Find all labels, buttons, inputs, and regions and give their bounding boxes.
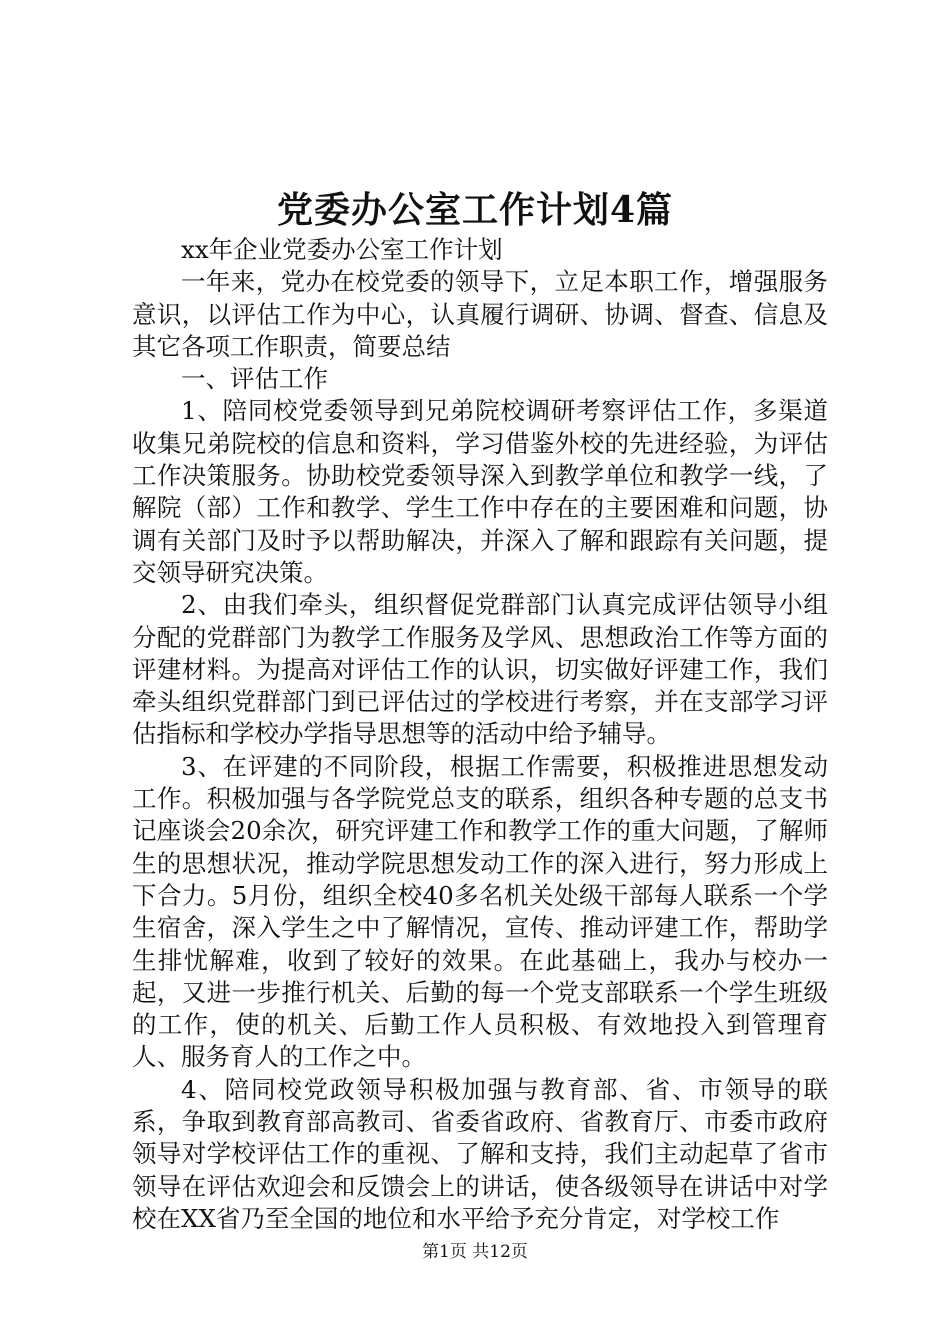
paragraph-intro: 一年来，党办在校党委的领导下，立足本职工作，增强服务意识，以评估工作为中心，认真履行调研、协调、督查、信息及其它各项工作职责，简要总结 (132, 267, 828, 361)
paragraph-item-1: 1、陪同校党委领导到兄弟院校调研考察评估工作，多渠道收集兄弟院校的信息和资料，学习借鉴外校的先进经验，为评估工作决策服务。协助校党委领导深入到教学单位和教学一线，了解院（部）工作和教学、学生工作中存在的主要困难和问题，协调有关部门及时予以帮助解决，并深入了解和跟踪有关问题，提交领导研究决策。 (132, 396, 828, 587)
paragraph-item-3: 3、在评建的不同阶段，根据工作需要，积极推进思想发动工作。积极加强与各学院党总支的联系，组织各种专题的总支书记座谈会20余次，研究评建工作和教学工作的重大问题，了解师生的思想状况，推动学院思想发动工作的深入进行，努力形成上下合力。5月份，组织全校40多名机关处级干部每人联系一个学生宿舍，深入学生之中了解情况，宣传、推动评建工作，帮助学生排忧解难，收到了较好的效果。在此基础上，我办与校办一起，又进一步推行机关、后勤的每一个党支部联系一个学生班级的工作，使的机关、后勤工作人员积极、有效地投入到管理育人、服务育人的工作之中。 (132, 751, 828, 1072)
page-footer: 第1页 共12页 (422, 1242, 528, 1262)
paragraph-item-2: 2、由我们牵头，组织督促党群部门认真完成评估领导小组分配的党群部门为教学工作服务及学风、思想政治工作等方面的评建材料。为提高对评估工作的认识，切实做好评建工作，我们牵头组织党群部门到已评估过的学校进行考察，并在支部学习评估指标和学校办学指导思想等的活动中给予辅导。 (132, 590, 828, 749)
document-title: 党委办公室工作计划4篇 (276, 189, 674, 231)
paragraph-item-4: 4、陪同校党政领导积极加强与教育部、省、市领导的联系，争取到教育部高教司、省委省政府、省教育厅、市委市政府领导对学校评估工作的重视、了解和支持，我们主动起草了省市领导在评估欢迎会和反馈会上的讲话，使各级领导在讲话中对学校在XX省乃至全国的地位和水平给予充分肯定，对学校工作 (132, 1074, 828, 1233)
document-body (132, 234, 828, 1235)
section-heading-evaluation: 一、评估工作 (181, 364, 328, 394)
paragraph-subtitle: xx年企业党委办公室工作计划 (181, 235, 503, 264)
